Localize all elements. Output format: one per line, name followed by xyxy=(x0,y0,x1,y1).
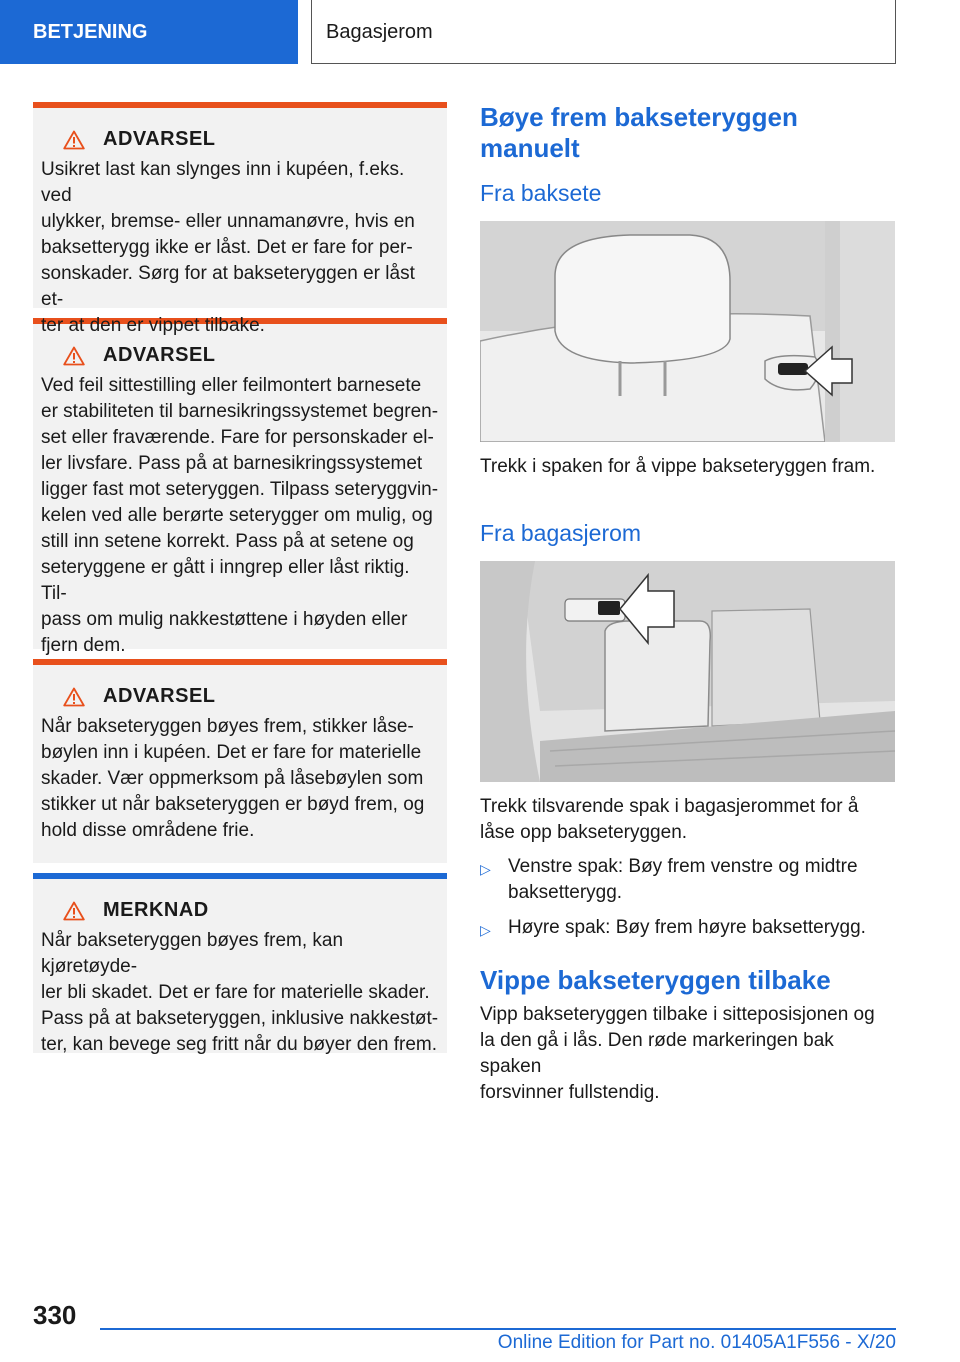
edition-note: Online Edition for Part no. 01405A1F556 - X/20 xyxy=(497,1332,896,1353)
list-item: ▷ Høyre spak: Bøy frem høyre baksetterygg. xyxy=(480,915,896,943)
warning-callout xyxy=(33,102,447,336)
list-item: ▷ Venstre spak: Bøy frem venstre og midtre baksetterygg. xyxy=(480,854,896,906)
footer-rule xyxy=(100,1328,896,1330)
callout-text: Når bakseteryggen bøyes frem, kan kjøretøyde- ler bli skadet. Det er fare for materielle skader. Pass på at bakseteryggen, inklusive nakkestøt- ter, kan bevege seg fritt når du bøyer den frem. xyxy=(41,930,439,1055)
warning-callout xyxy=(33,659,447,863)
rear-seat-lever-photo xyxy=(480,221,895,442)
section-heading-return: Vippe bakseteryggen tilbake xyxy=(480,965,831,995)
section-tab: BETJENING xyxy=(0,0,298,64)
subheading-luggage: Fra bagasjerom xyxy=(480,520,642,546)
callout-text: Ved feil sittestilling eller feilmontert barnesete er stabiliteten til barnesikringssystemet begren- set eller fraværende. Fare for personskader el- ler livsfare. Pass på at barnesikringssystemet ligger fast mot seteryggen. Tilpass seteryggvin- kelen ved alle berørte seterygger om mulig, og still inn setene korrekt. Pass på at setene og seteryggene er gått i inngrep eller låst riktig. Til- pass om mulig nakkestøttene i høyden eller fjern dem. xyxy=(41,375,439,656)
page-number: 330 xyxy=(33,1300,77,1330)
return-instructions: Vipp bakseteryggen tilbake i sitteposisjonen og la den gå i lås. Den røde markeringen bak spaken forsvinner fullstendig. xyxy=(480,1004,875,1103)
callout-title: ADVARSEL xyxy=(103,344,216,366)
instruction-column xyxy=(480,102,896,1106)
triangle-bullet-icon: ▷ xyxy=(480,922,491,938)
lever-instructions-list xyxy=(480,854,896,943)
caption-rear-seat: Trekk i spaken for å vippe bakseteryggen fram. xyxy=(480,456,876,477)
callout-text: Usikret last kan slynges inn i kupéen, f.eks. ved ulykker, bremse- eller unnamanøvre, hvis en baksetterygg ikke er låst. Det er fare for per- sonskader. Sørg for at bakseteryggen er låst et- ter at den er vippet tilbake. xyxy=(41,159,415,336)
warning-triangle-icon xyxy=(63,130,85,150)
triangle-bullet-icon: ▷ xyxy=(480,861,491,877)
section-heading: Bøye frem bakseteryggen manuelt xyxy=(480,102,798,163)
notice-callout xyxy=(33,873,447,1053)
callout-title: ADVARSEL xyxy=(103,685,216,707)
callout-title: MERKNAD xyxy=(103,899,209,921)
caption-luggage: Trekk tilsvarende spak i bagasjerommet for å låse opp bakseteryggen. xyxy=(480,796,859,843)
warning-triangle-icon xyxy=(63,687,85,707)
subheading-rear-seat: Fra baksete xyxy=(480,180,602,206)
luggage-lever-photo xyxy=(480,561,895,782)
warning-triangle-icon xyxy=(63,346,85,366)
warning-triangle-icon xyxy=(63,901,85,921)
topic-title: Bagasjerom xyxy=(311,0,896,64)
warning-callout xyxy=(33,318,447,656)
callout-text: Når bakseteryggen bøyes frem, stikker låse- bøylen inn i kupéen. Det er fare for materielle skader. Vær oppmerksom på låsebøylen som stikker ut når bakseteryggen er bøyd frem, og hold disse områdene frie. xyxy=(41,716,425,841)
callout-title: ADVARSEL xyxy=(103,128,216,150)
callout-column xyxy=(33,102,447,1063)
